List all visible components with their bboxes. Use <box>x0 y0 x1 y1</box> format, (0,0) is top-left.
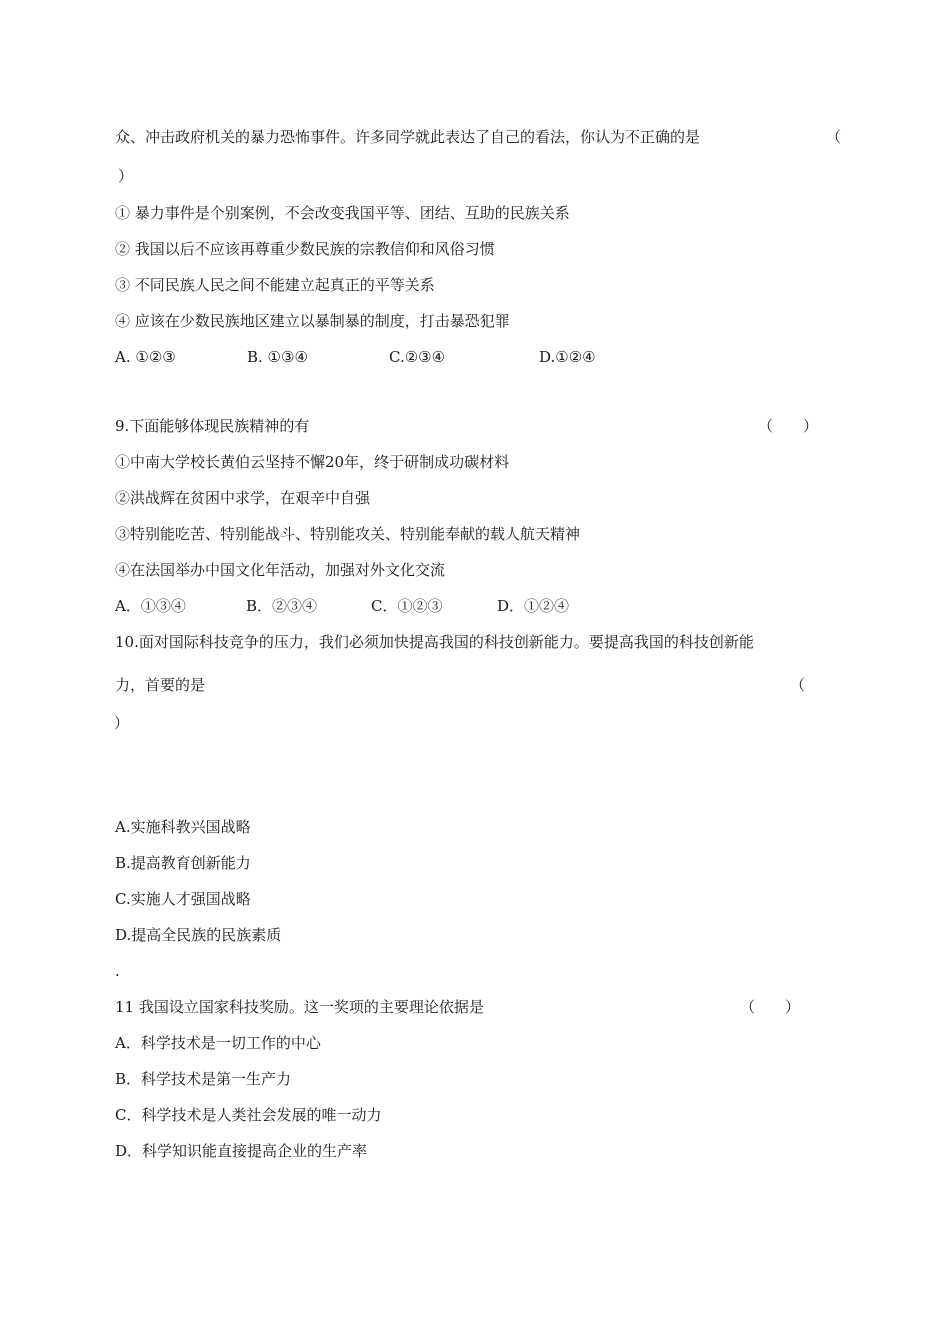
q10-option-c: C.实施人才强国战略 <box>115 890 251 908</box>
q10-option-b: B.提高教育创新能力 <box>115 854 251 872</box>
q10-dot: . <box>115 962 120 980</box>
q9-item-2: ②洪战辉在贫困中求学，在艰辛中自强 <box>115 489 371 507</box>
q11-paren: （ ） <box>740 998 801 1016</box>
q9-item-3: ③特别能吃苦、特别能战斗、特别能攻关、特别能奉献的载人航天精神 <box>115 525 581 543</box>
q9-option-b: B．②③④ <box>246 597 318 615</box>
q8-item-1: ① 暴力事件是个别案例，不会改变我国平等、团结、互助的民族关系 <box>115 204 570 222</box>
q11-option-c: C．科学技术是人类社会发展的唯一动力 <box>115 1106 382 1124</box>
q9-option-d: D．①②④ <box>497 597 570 615</box>
q9-item-1: ①中南大学校长黄伯云坚持不懈20年，终于研制成功碳材料 <box>115 453 510 471</box>
q10-paren-close: ） <box>114 714 130 732</box>
q11-option-a: A．科学技术是一切工作的中心 <box>115 1034 321 1052</box>
q8-item-3: ③ 不同民族人民之间不能建立起真正的平等关系 <box>115 276 435 294</box>
q11-option-b: B．科学技术是第一生产力 <box>115 1070 292 1088</box>
q8-paren-close: ） <box>118 167 134 185</box>
q10-option-d: D.提高全民族的民族素质 <box>115 926 282 944</box>
q8-option-b: B. ①③④ <box>247 348 308 366</box>
q9-option-c: C．①②③ <box>371 597 443 615</box>
q8-option-a: A. ①②③ <box>115 348 176 366</box>
q8-item-2: ② 我国以后不应该再尊重少数民族的宗教信仰和风俗习惯 <box>115 240 495 258</box>
q9-option-a: A．①③④ <box>115 597 186 615</box>
q8-stem-continued: 众、冲击政府机关的暴力恐怖事件。许多同学就此表达了自己的看法，你认为不正确的是 <box>115 128 701 146</box>
q8-option-c: C.②③④ <box>389 348 446 366</box>
q11-option-d: D．科学知识能直接提高企业的生产率 <box>115 1142 368 1160</box>
q10-stem-line-2: 力，首要的是 <box>115 676 206 694</box>
q10-paren-open: （ <box>790 676 806 694</box>
q10-stem-line-1: 10.面对国际科技竞争的压力，我们必须加快提高我国的科技创新能力。要提高我国的科技创新能 <box>115 633 754 651</box>
q11-stem: 11 我国设立国家科技奖励。这一奖项的主要理论依据是 <box>115 998 484 1016</box>
q10-option-a: A.实施科教兴国战略 <box>115 818 251 836</box>
q8-paren-open: （ <box>826 128 842 146</box>
q9-item-4: ④在法国举办中国文化年活动，加强对外文化交流 <box>115 561 446 579</box>
q9-stem: 9.下面能够体现民族精神的有 <box>115 417 310 435</box>
q8-item-4: ④ 应该在少数民族地区建立以暴制暴的制度，打击暴恐犯罪 <box>115 312 510 330</box>
q8-option-d: D.①②④ <box>539 348 596 366</box>
q9-paren: （ ） <box>758 417 819 435</box>
